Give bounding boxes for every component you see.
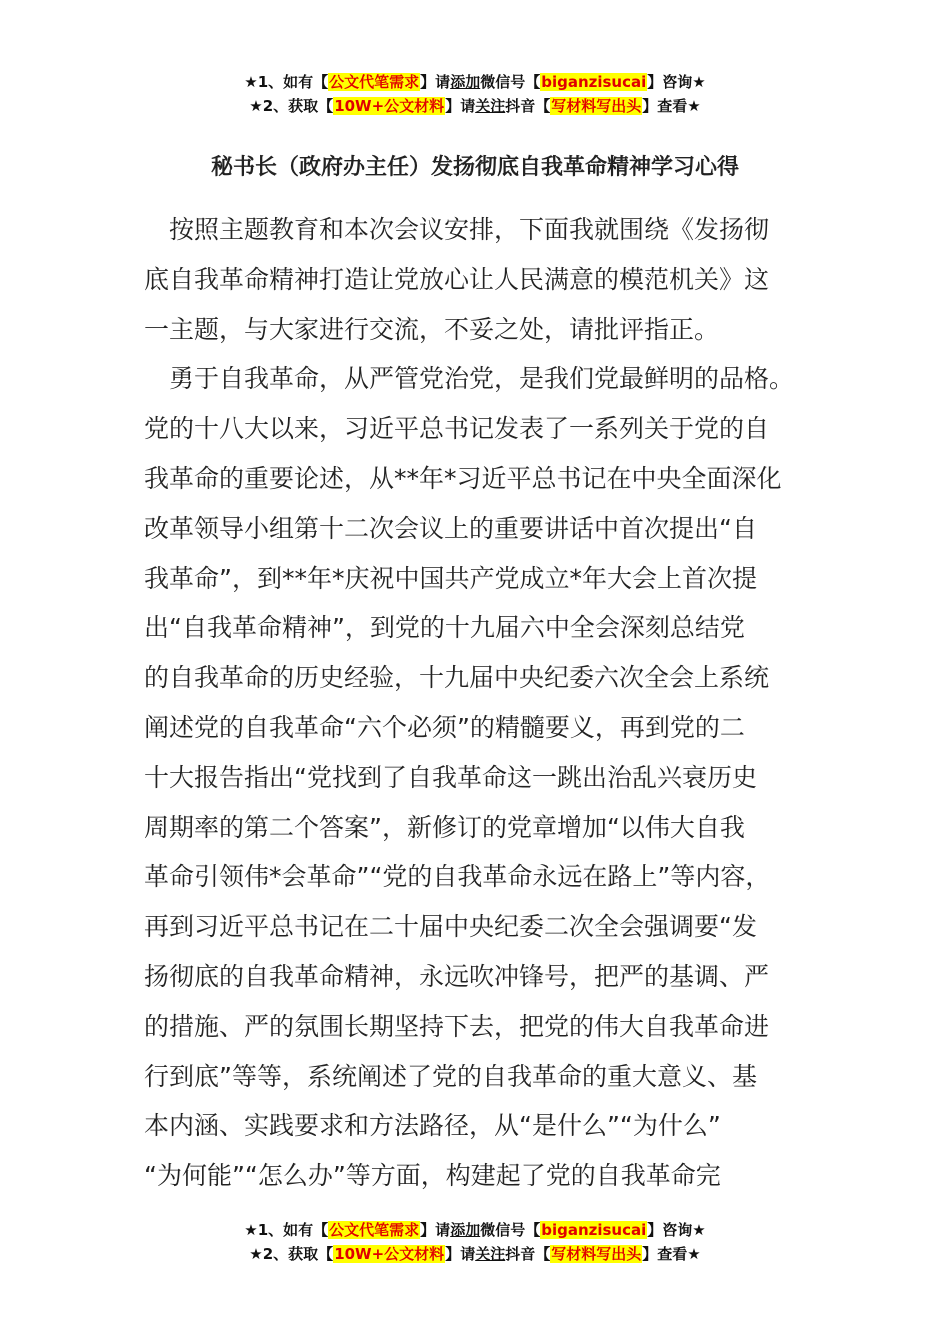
promo-line-2	[0, 1242, 950, 1266]
promo-text: ★2、获取【	[249, 1245, 334, 1263]
promo-text: ★2、获取【	[249, 97, 334, 115]
body-line: 的自我革命的历史经验，十九届中央纪委六次全会上系统	[144, 663, 770, 693]
promo-highlight: 写材料写出头	[551, 1245, 642, 1263]
body-line: 阐述党的自我革命“六个必须”的精髓要义，再到党的二	[144, 712, 745, 742]
body-line: 底自我革命精神打造让党放心让人民满意的模范机关》这	[144, 264, 770, 294]
promo-header	[0, 70, 950, 118]
promo-text: 抖音【	[505, 97, 551, 115]
promo-highlight: 写材料写出头	[551, 97, 642, 115]
body-line: 本内涵、实践要求和方法路径，从“是什么”“为什么”	[144, 1111, 721, 1141]
body-line: 扬彻底的自我革命精神，永远吹冲锋号，把严的基调、严	[144, 961, 770, 991]
promo-underline: 关注	[475, 1245, 506, 1263]
promo-line-1	[0, 70, 950, 94]
promo-text: 】请	[420, 1221, 451, 1239]
body-line: 党的十八大以来，习近平总书记发表了一系列关于党的自	[144, 414, 770, 444]
body-line: “为何能”“怎么办”等方面，构建起了党的自我革命完	[144, 1161, 721, 1191]
promo-highlight: 公文代笔需求	[329, 1221, 420, 1239]
promo-line-1	[0, 1218, 950, 1242]
body-line: 按照主题教育和本次会议安排，下面我就围绕《发扬彻	[144, 215, 770, 244]
promo-footer	[0, 1218, 950, 1266]
body-line: 的措施、严的氛围长期坚持下去，把党的伟大自我革命进	[144, 1011, 770, 1041]
document-body	[144, 205, 828, 1201]
body-line: 勇于自我革命，从严管党治党，是我们党最鲜明的品格。	[144, 364, 795, 394]
promo-highlight: 10W+公文材料	[334, 97, 445, 115]
promo-text: 】查看★	[642, 1245, 701, 1263]
body-line: 我革命”，到**年*庆祝中国共产党成立*年大会上首次提	[144, 563, 757, 593]
promo-underline: 添加	[450, 73, 481, 91]
promo-underline: 添加	[450, 1221, 481, 1239]
body-line: 行到底”等等，系统阐述了党的自我革命的重大意义、基	[144, 1061, 757, 1091]
body-line: 改革领导小组第十二次会议上的重要讲话中首次提出“自	[144, 513, 757, 543]
promo-underline: 关注	[475, 97, 506, 115]
promo-text: 微信号【	[480, 1221, 541, 1239]
promo-highlight: 10W+公文材料	[334, 1245, 445, 1263]
promo-text: 】查看★	[642, 97, 701, 115]
promo-text: ★1、如有【	[244, 1221, 329, 1239]
promo-text: 】请	[445, 1245, 476, 1263]
promo-text: 】请	[420, 73, 451, 91]
promo-highlight: biganzisucai	[541, 1221, 647, 1239]
promo-highlight: 公文代笔需求	[329, 73, 420, 91]
body-line: 周期率的第二个答案”，新修订的党章增加“以伟大自我	[144, 812, 745, 842]
promo-text: 】请	[445, 97, 476, 115]
body-line: 我革命的重要论述，从**年*习近平总书记在中央全面深化	[144, 463, 782, 493]
promo-text: 】咨询★	[647, 73, 706, 91]
body-line: 革命引领伟*会革命”“党的自我革命永远在路上”等内容，	[144, 862, 771, 892]
body-line: 出“自我革命精神”，到党的十九届六中全会深刻总结党	[144, 613, 745, 643]
document-title: 秘书长（政府办主任）发扬彻底自我革命精神学习心得	[210, 155, 739, 180]
promo-text: 抖音【	[505, 1245, 551, 1263]
promo-highlight: biganzisucai	[541, 73, 647, 91]
promo-text: 】咨询★	[647, 1221, 706, 1239]
promo-text: ★1、如有【	[244, 73, 329, 91]
body-line: 一主题，与大家进行交流，不妥之处，请批评指正。	[144, 314, 720, 344]
body-line: 十大报告指出“党找到了自我革命这一跳出治乱兴衰历史	[144, 762, 757, 792]
promo-text: 微信号【	[480, 73, 541, 91]
body-line: 再到习近平总书记在二十届中央纪委二次全会强调要“发	[144, 912, 757, 942]
promo-line-2	[0, 94, 950, 118]
